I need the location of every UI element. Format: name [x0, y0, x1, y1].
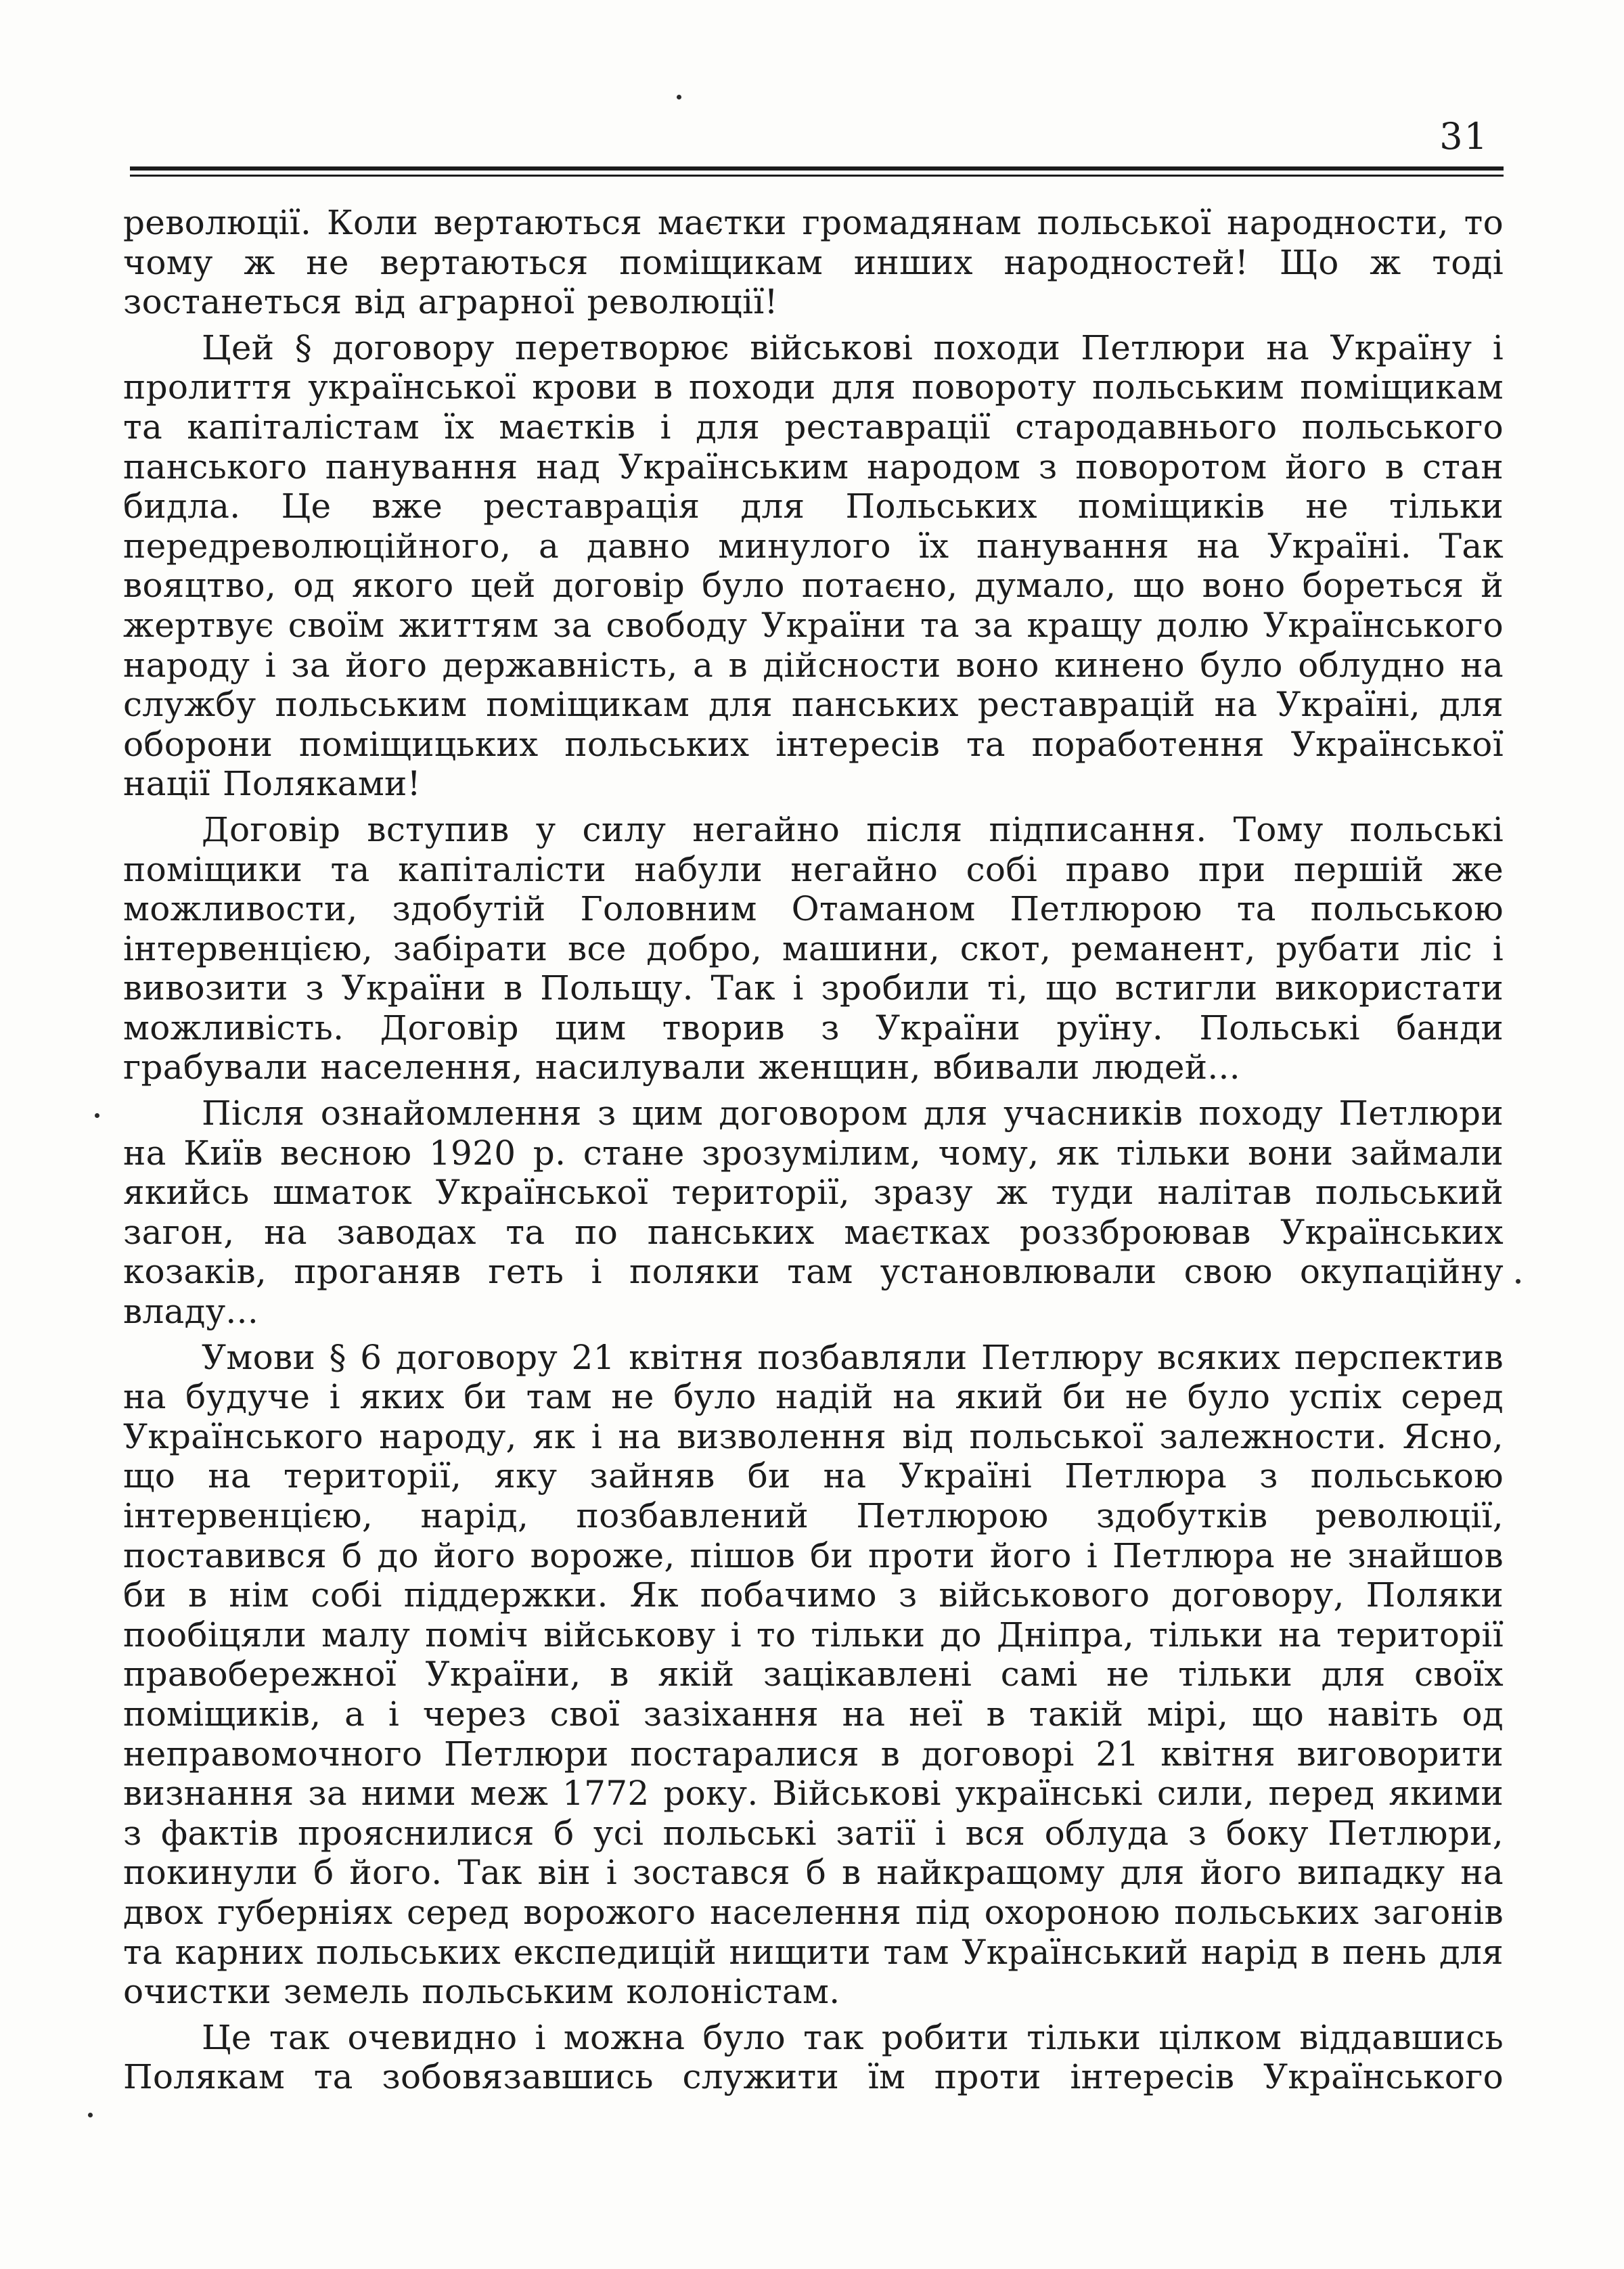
header-rule-thin [130, 175, 1504, 177]
print-speck [677, 95, 681, 99]
paragraph-4: Після ознайомлення з цим договором для учасників походу Петлюри на Київ весною 1920 р. стане зрозумілим, чому, як тільки вони займали якийсь шматок Української території, зразу ж туди налітав польський загон, на заводах та по панських маєтках роззброював Українських козаків, проганяв геть і поляки там установлювали свою окупаційну владу... [123, 1094, 1504, 1332]
paragraph-2: Цей § договору перетворює військові походи Петлюри на Україну і пролиття української крови в походи для повороту польським поміщикам та капіталістам їх маєтків і для реставрації стародавнього польського панського панування над Українським народом з поворотом його в стан бидла. Це вже реставрація для Польських поміщиків не тільки передреволюційного, а давно минулого їх панування на Україні. Так вояцтво, од якого цей договір було потаєно, думало, що воно бореться й жертвує своїм життям за свободу України та за кращу долю Українського народу і за його державність, а в дійсности воно кинено було облудно на службу польським поміщикам для панських реставрацій на Україні, для оборони поміщицьких польських інтересів та поработення Української нації Поляками! [123, 328, 1504, 804]
header-rule-thick [130, 166, 1504, 171]
print-speck [1516, 1279, 1520, 1284]
paragraph-3: Договір вступив у силу негайно після підписання. Тому польські поміщики та капіталісти набули негайно собі право при першій же можливости, здобутій Головним Отаманом Петлюрою та польською інтервенцією, забірати все добро, машини, скот, реманент, рубати ліс і вивозити з України в Польщу. Так і зробили ті, що встигли використати можливість. Договір цим творив з України руїну. Польські банди грабували населення, насилували женщин, вбивали людей... [123, 809, 1504, 1087]
paragraph-6: Це так очевидно і можна було так робити тільки цілком віддавшись Полякам та зобовязавшись служити їм проти інтересів Українського [123, 2017, 1504, 2097]
body-text [123, 203, 1504, 2097]
page-number: 31 [1439, 115, 1489, 158]
print-speck [88, 2113, 93, 2117]
paragraph-1: революції. Коли вертаються маєтки громадянам польської народности, то чому ж не вертаються поміщикам инших народностей! Що ж тоді зостанеться від аграрної революції! [123, 203, 1504, 322]
paragraph-5: Умови § 6 договору 21 квітня позбавляли Петлюру всяких перспектив на будуче і яких би там не було надій на який би не було успіх серед Українського народу, як і на визволення від польської залежности. Ясно, що на території, яку зайняв би на Україні Петлюра з польською інтервенцією, нарід, позбавлений Петлюрою здобутків революції, поставився б до його вороже, пішов би проти його і Петлюра не знайшов би в нім собі піддержки. Як побачимо з військового договору, Поляки пообіцяли малу поміч військову і то тільки до Дніпра, тільки на території правобережної України, в якій зацікавлені самі не тільки для своїх поміщиків, а і через свої зазіхання на неї в такій мірі, що навіть од неправомочного Петлюри постаралися в договорі 21 квітня виговорити визнання за ними меж 1772 року. Військові українські сили, перед якими з фактів прояснилися б усі польські затії і вся облуда з боку Петлюри, покинули б його. Так він і зостався б в найкращому для його випадку на двох губерніях серед ворожого населення під охороною польських загонів та карних польських експедицій нищити там Український нарід в пень для очистки земель польським колоністам. [123, 1337, 1504, 2012]
print-speck [95, 1113, 99, 1118]
